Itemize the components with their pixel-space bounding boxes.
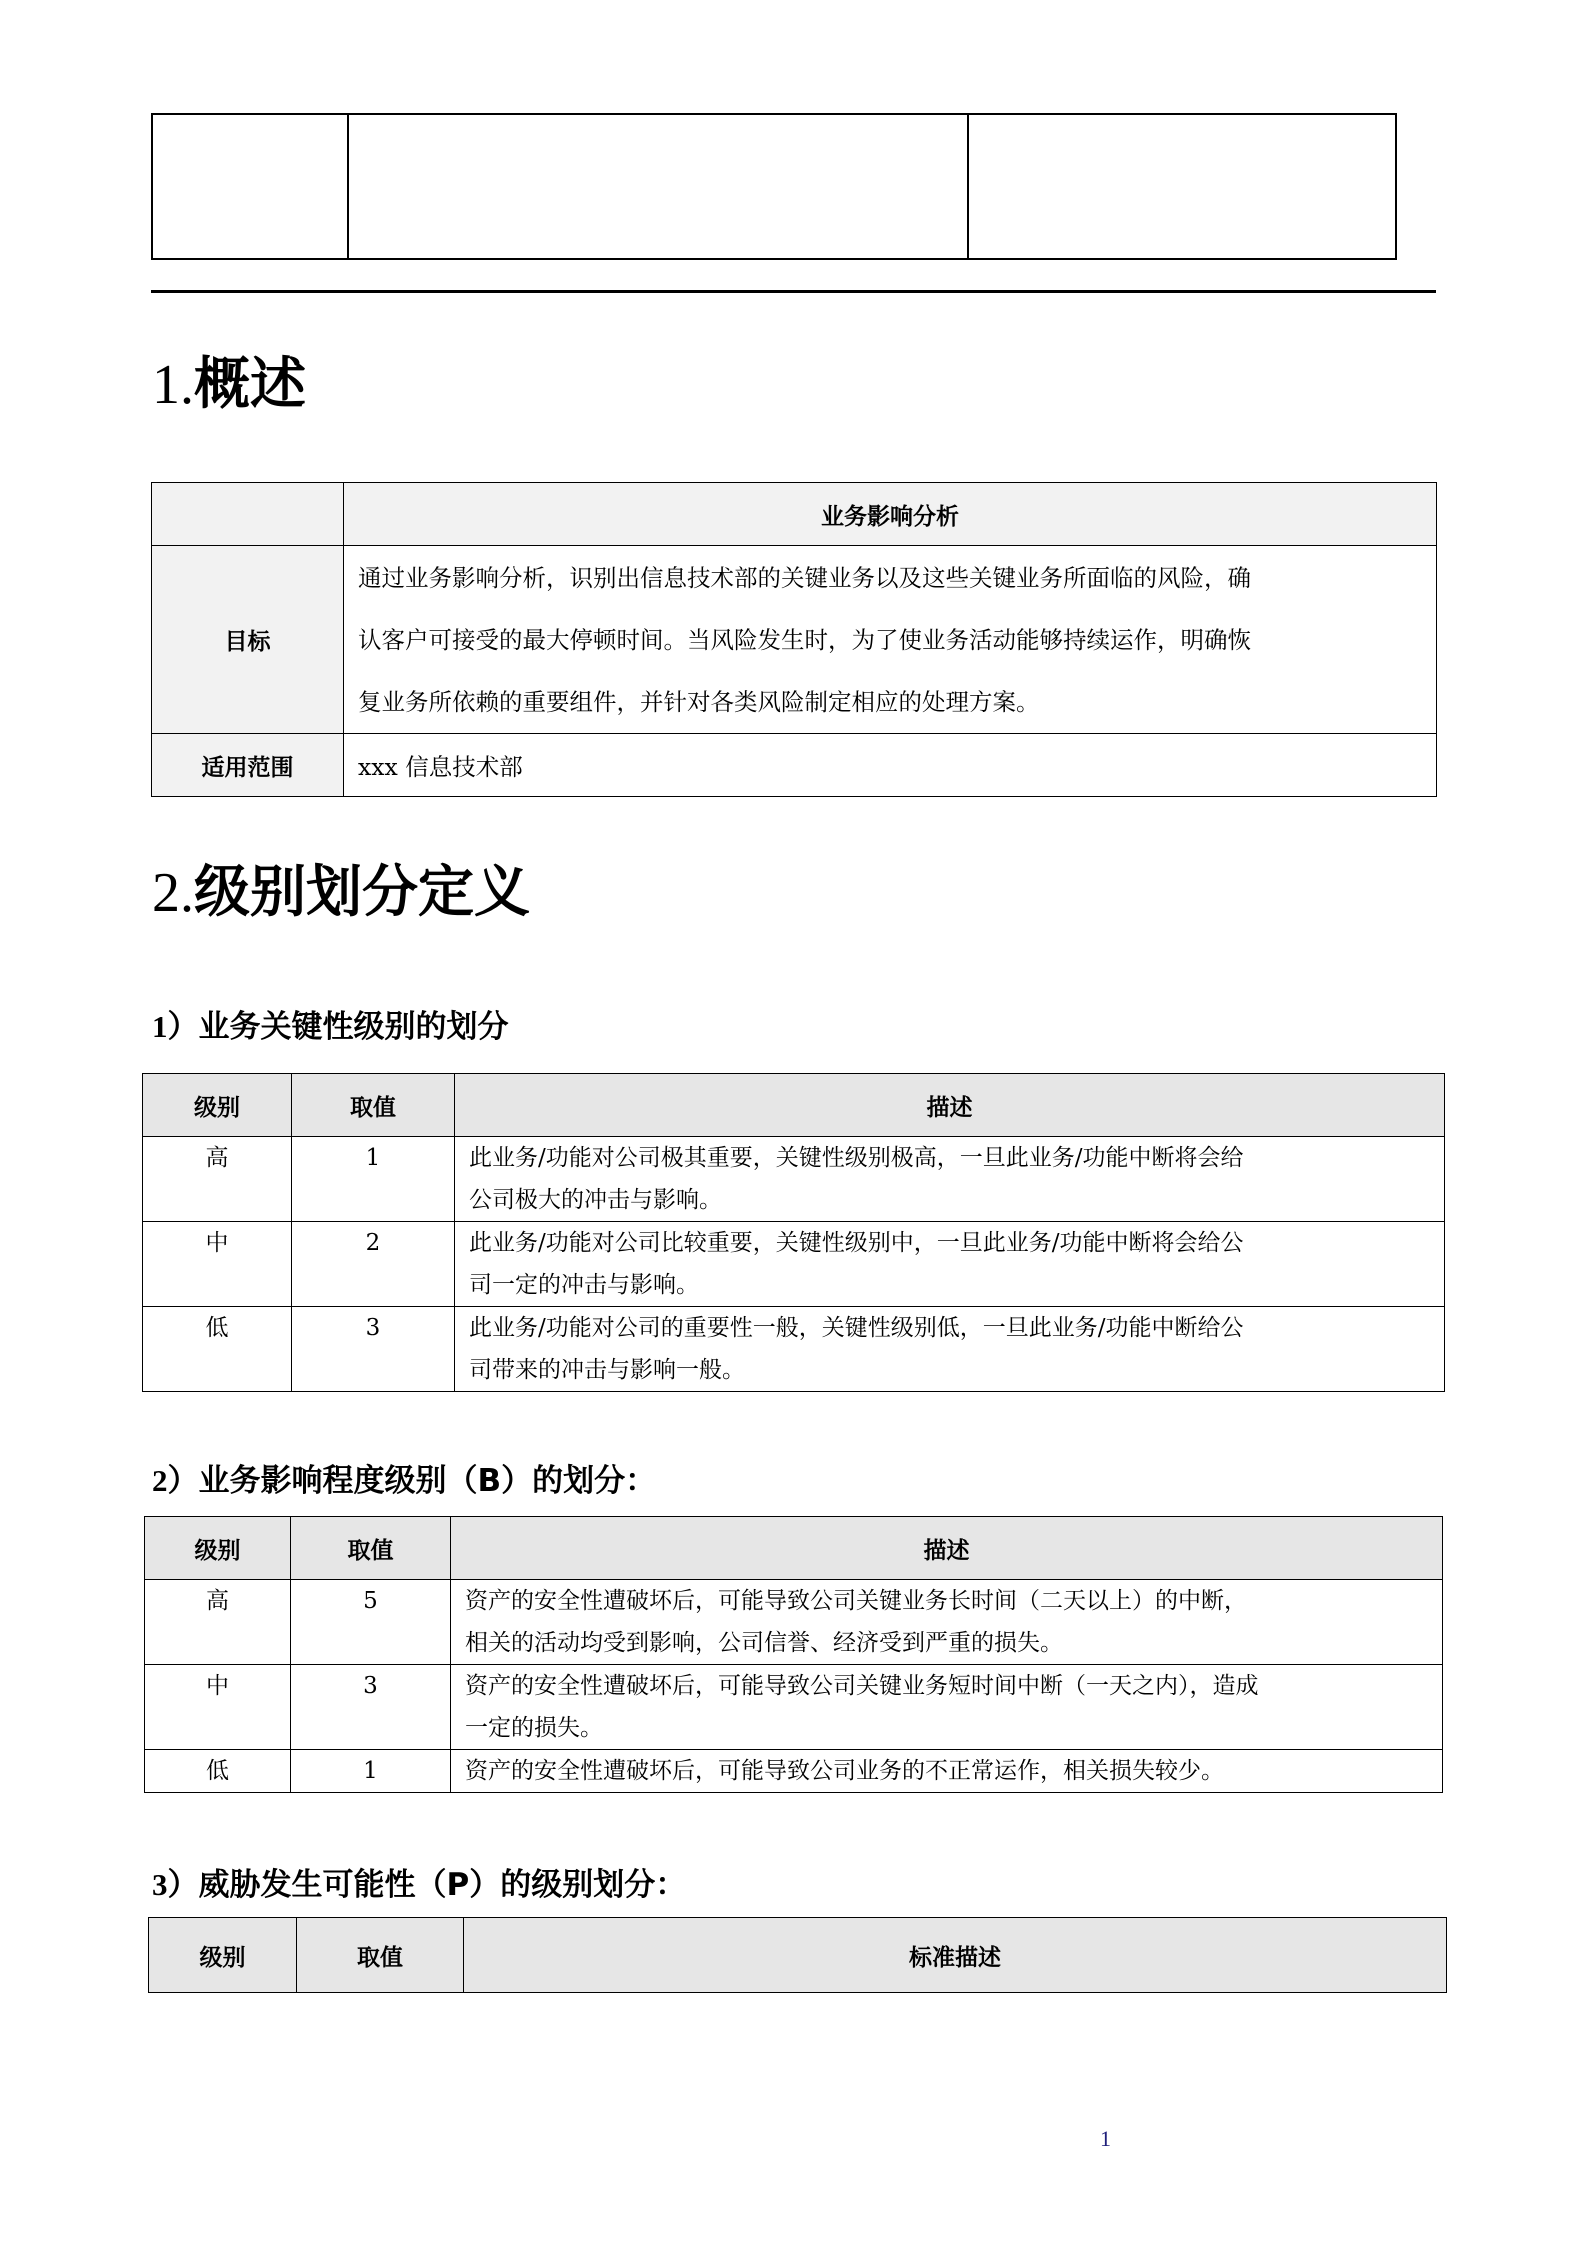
cell-description (451, 1580, 1443, 1665)
top-table-cell-2 (348, 114, 968, 259)
probability-table (148, 1917, 1447, 1993)
subheading-number: 3） (152, 1867, 199, 1902)
column-header-value: 取值 (291, 1517, 451, 1580)
subheading-number: 1） (152, 1009, 199, 1044)
cell-description (455, 1307, 1445, 1392)
description-line: 此业务/功能对公司极其重要，关键性级别极高，一旦此业务/功能中断将会给 (469, 1145, 1244, 1171)
overview-header-title: 业务影响分析 (344, 483, 1437, 546)
cell-level: 中 (145, 1665, 291, 1750)
description-line: 资产的安全性遭破坏后，可能导致公司关键业务长时间（二天以上）的中断， (465, 1588, 1247, 1614)
impact-table (144, 1516, 1443, 1793)
table-row (145, 1750, 1443, 1793)
column-header-description: 描述 (451, 1517, 1443, 1580)
cell-level: 高 (145, 1580, 291, 1665)
cell-description (451, 1750, 1443, 1793)
table-row (145, 1665, 1443, 1750)
cell-value: 3 (292, 1307, 455, 1392)
top-table-cell-3 (968, 114, 1396, 259)
cell-value: 1 (291, 1750, 451, 1793)
criticality-table (142, 1073, 1445, 1392)
goal-text (344, 546, 1437, 734)
description-line: 资产的安全性遭破坏后，可能导致公司关键业务短时间中断（一天之内），造成 (465, 1673, 1259, 1699)
subheading-number: 2） (152, 1463, 199, 1498)
column-header-value: 取值 (297, 1918, 464, 1993)
section-number: 1. (152, 354, 194, 416)
overview-header-empty-cell (152, 483, 344, 546)
column-header-description: 描述 (455, 1074, 1445, 1137)
column-header-level: 级别 (149, 1918, 297, 1993)
overview-table (151, 482, 1437, 797)
column-header-standard-description: 标准描述 (464, 1918, 1447, 1993)
cell-level: 低 (143, 1307, 292, 1392)
cell-value: 3 (291, 1665, 451, 1750)
goal-line: 通过业务影响分析，识别出信息技术部的关键业务以及这些关键业务所面临的风险，确 (358, 563, 1251, 592)
cell-value: 2 (292, 1222, 455, 1307)
subheading-text: 业务关键性级别的划分 (198, 1009, 509, 1045)
description-line: 相关的活动均受到影响，公司信誉、经济受到严重的损失。 (465, 1630, 1063, 1656)
table-header-row (143, 1074, 1445, 1137)
cell-description (455, 1137, 1445, 1222)
top-table-cell-1 (152, 114, 348, 259)
table-row (143, 1137, 1445, 1222)
section-title: 概述 (194, 352, 306, 417)
cell-level: 中 (143, 1222, 292, 1307)
description-line: 资产的安全性遭破坏后，可能导致公司业务的不正常运作，相关损失较少。 (465, 1758, 1224, 1784)
cell-level: 低 (145, 1750, 291, 1793)
table-header-row (149, 1918, 1447, 1993)
subheading-impact (152, 1465, 656, 1497)
goal-line: 复业务所依赖的重要组件，并针对各类风险制定相应的处理方案。 (358, 687, 1040, 716)
goal-line: 认客户可接受的最大停顿时间。当风险发生时，为了使业务活动能够持续运作，明确恢 (358, 625, 1251, 654)
cell-description (451, 1665, 1443, 1750)
cell-value: 5 (291, 1580, 451, 1665)
column-header-level: 级别 (145, 1517, 291, 1580)
table-row (143, 1222, 1445, 1307)
scope-label: 适用范围 (152, 734, 344, 797)
top-continuation-table (151, 113, 1397, 260)
description-line: 公司极大的冲击与影响。 (469, 1187, 722, 1213)
section-heading-levels (152, 860, 530, 925)
cell-level: 高 (143, 1137, 292, 1222)
overview-header-row (152, 483, 1437, 546)
cell-value: 1 (292, 1137, 455, 1222)
goal-label: 目标 (152, 546, 344, 734)
page-number: 1 (1100, 2126, 1111, 2151)
cell-description (455, 1222, 1445, 1307)
table-header-row (145, 1517, 1443, 1580)
subheading-text: 业务影响程度级别（B）的划分： (198, 1463, 657, 1499)
horizontal-divider (151, 290, 1436, 293)
column-header-value: 取值 (292, 1074, 455, 1137)
description-line: 此业务/功能对公司比较重要，关键性级别中，一旦此业务/功能中断将会给公 (469, 1230, 1244, 1256)
section-heading-overview (152, 352, 306, 417)
column-header-level: 级别 (143, 1074, 292, 1137)
subheading-probability (152, 1869, 686, 1901)
description-line: 司带来的冲击与影响一般。 (469, 1357, 745, 1383)
description-line: 一定的损失。 (465, 1715, 603, 1741)
overview-scope-row (152, 734, 1437, 797)
section-title: 级别划分定义 (194, 860, 530, 925)
subheading-text: 威胁发生可能性（P）的级别划分： (198, 1867, 687, 1903)
description-line: 司一定的冲击与影响。 (469, 1272, 699, 1298)
table-row (143, 1307, 1445, 1392)
scope-value: xxx 信息技术部 (344, 734, 1437, 797)
table-row (145, 1580, 1443, 1665)
subheading-criticality (152, 1011, 509, 1043)
section-number: 2. (152, 862, 194, 924)
overview-goal-row (152, 546, 1437, 734)
description-line: 此业务/功能对公司的重要性一般，关键性级别低，一旦此业务/功能中断给公 (469, 1315, 1244, 1341)
